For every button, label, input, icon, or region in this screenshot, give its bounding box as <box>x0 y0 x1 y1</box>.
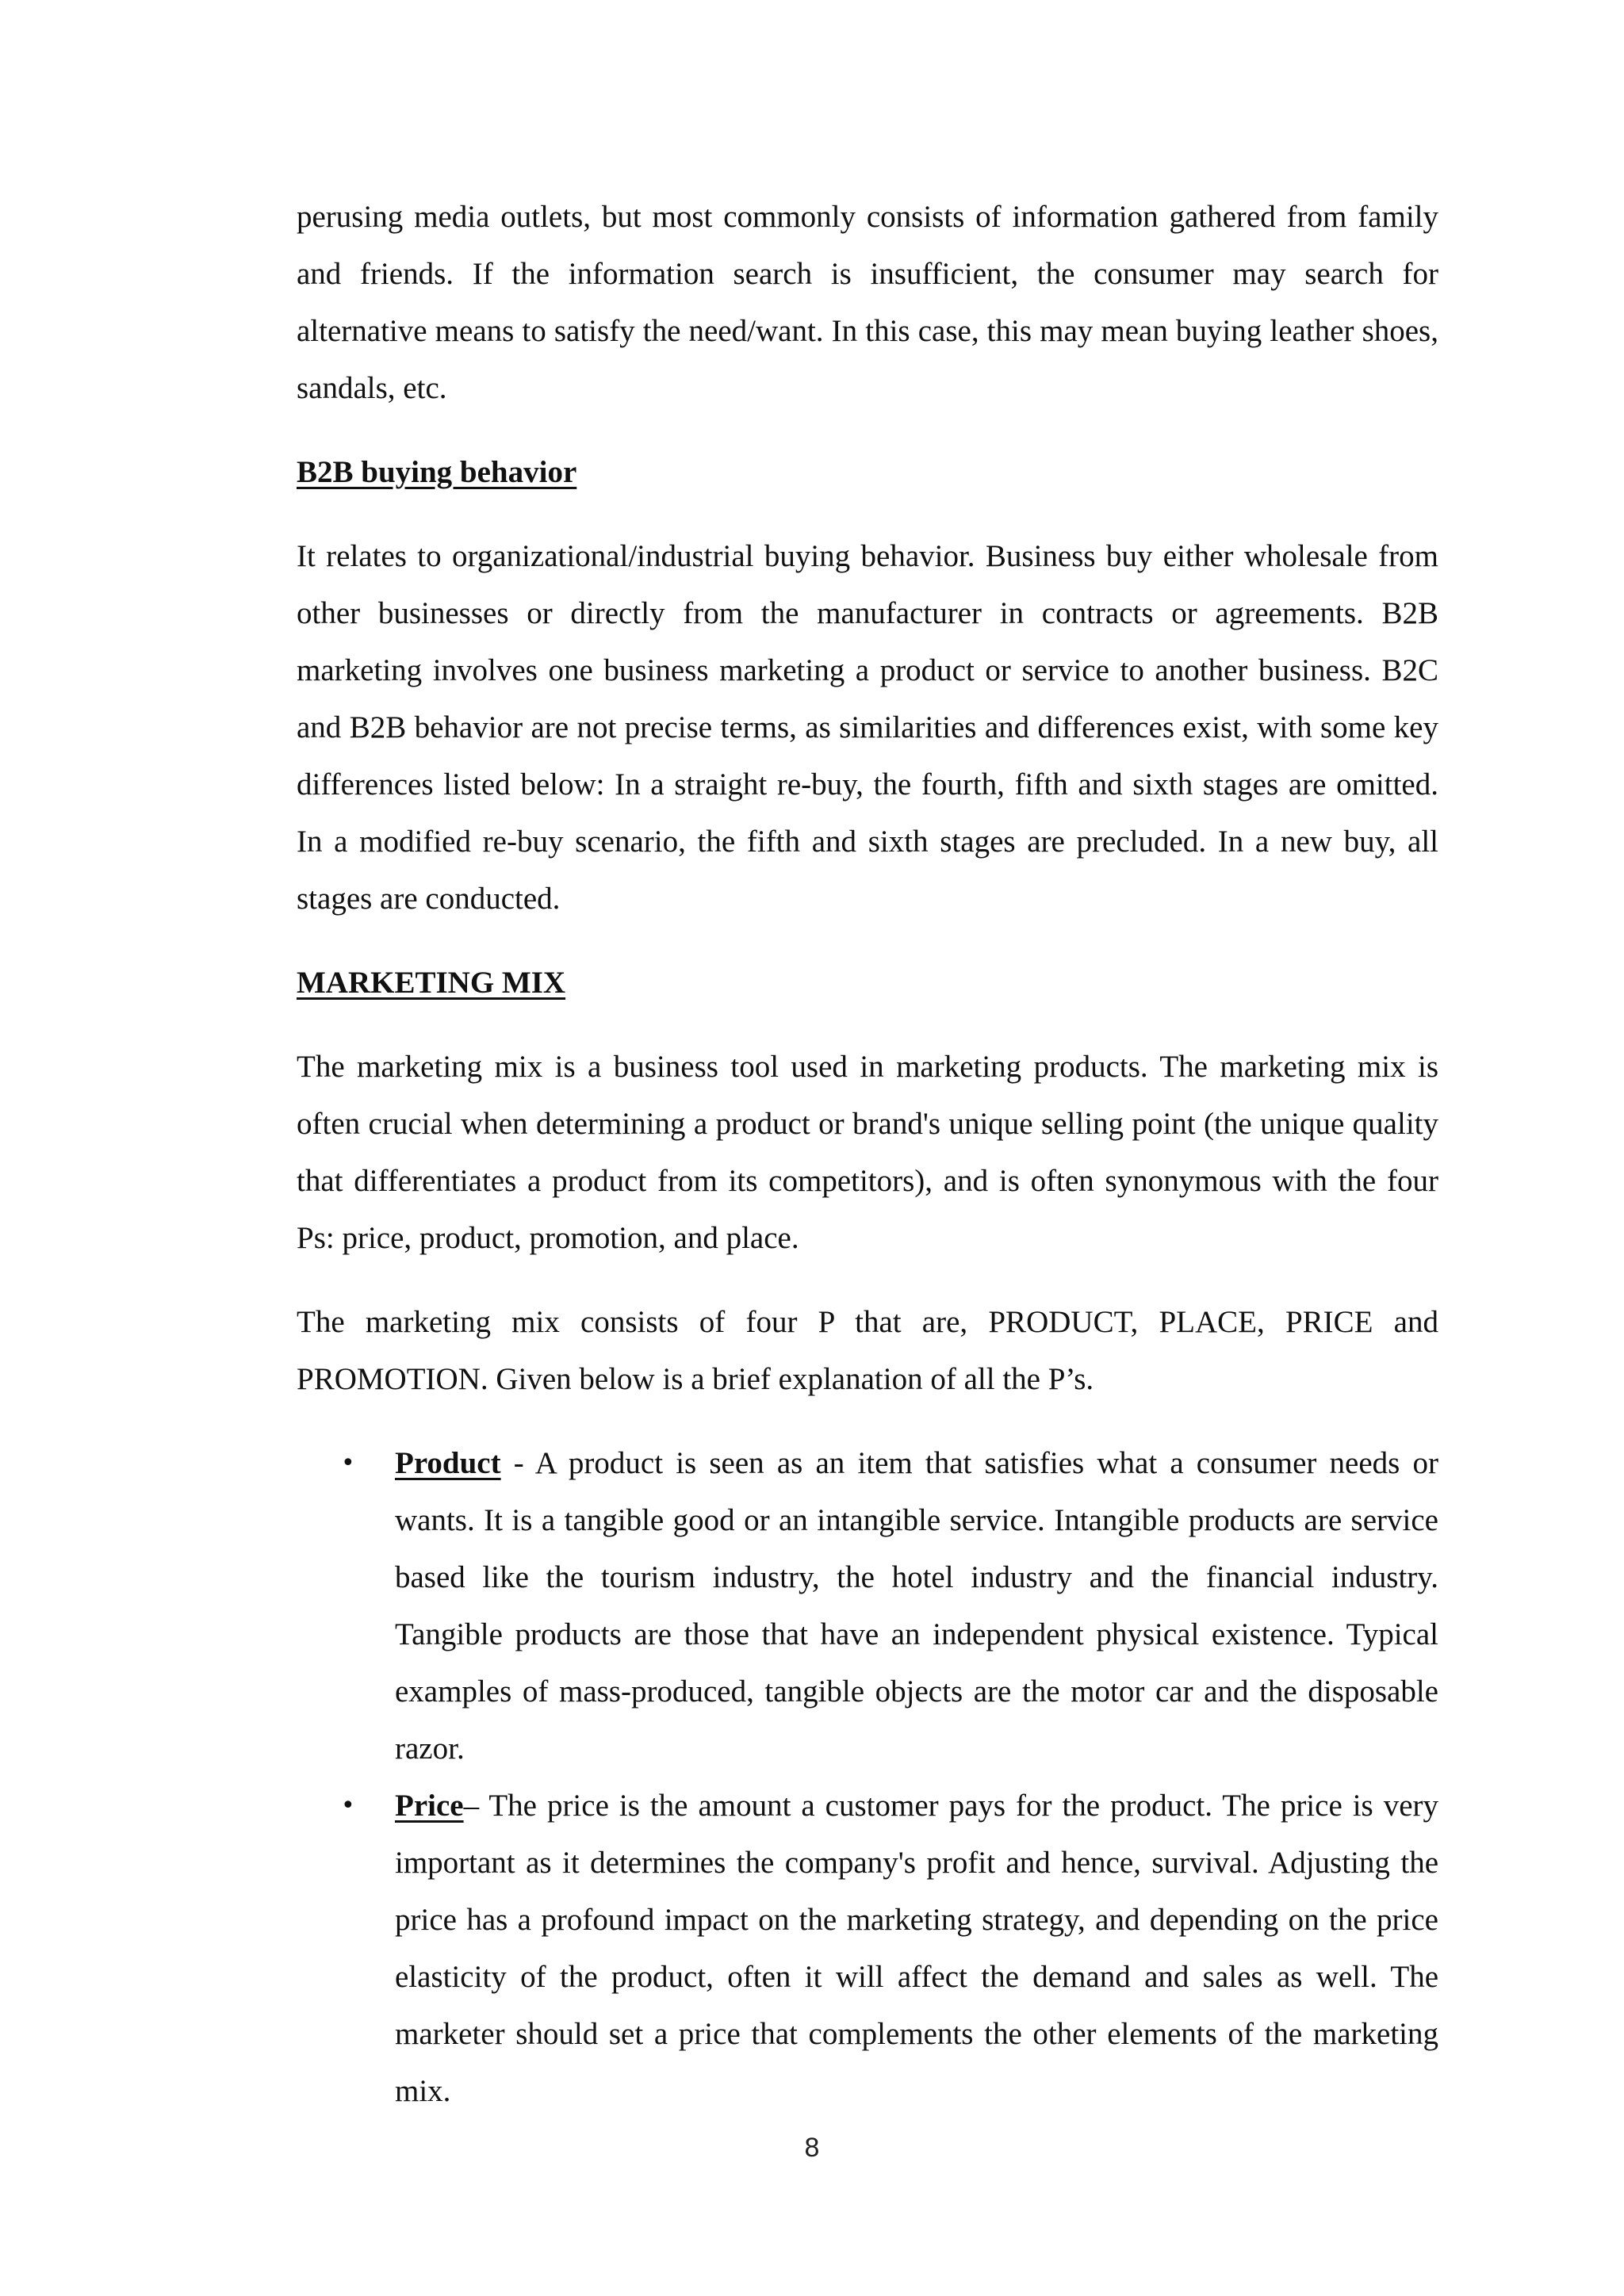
page-number: 8 <box>804 2133 820 2163</box>
heading-marketing-mix: MARKETING MIX <box>297 966 566 1000</box>
paragraph-marketing-mix-intro: The marketing mix is a business tool used in marketing products. The marketing mix is often crucial when determining a product or brand's unique selling point (the unique quality that differentiates a product from its competitors), and is often synonymous with the four Ps: price, product, promotion, and place. <box>297 1050 1438 1255</box>
bullet-text-price: – The price is the amount a customer pays for the product. The price is very important as it determines the company's profit and hence, survival. Adjusting the price has a profound impact on the marketing strategy, and depending on the price elasticity of the product, often it will affect the demand and sales as well. The marketer should set a price that complements the other elements of the marketing mix. <box>395 1789 1438 2108</box>
paragraph-information-search: perusing media outlets, but most commonly consists of information gathered from family and friends. If the information search is insufficient, the consumer may search for alternative means to satisfy the need/want. In this case, this may mean buying leather shoes, sandals, etc. <box>297 200 1438 405</box>
four-ps-bullet-list <box>297 1435 1438 2120</box>
paragraph-four-ps: The marketing mix consists of four P that are, PRODUCT, PLACE, PRICE and PROMOTION. Given below is a brief explanation of all the P’s. <box>297 1305 1438 1396</box>
bullet-item-price <box>297 1777 1438 2120</box>
document-page <box>297 189 1438 2120</box>
heading-b2b-buying-behavior: B2B buying behavior <box>297 455 577 489</box>
bullet-term-product: Product <box>395 1446 501 1480</box>
paragraph-b2b: It relates to organizational/industrial buying behavior. Business buy either wholesale from other businesses or directly from the manufacturer in contracts or agreements. B2B marketing involves one business marketing a product or service to another business. B2C and B2B behavior are not precise terms, as similarities and differences exist, with some key differences listed below: In a straight re-buy, the fourth, fifth and sixth stages are omitted. In a modified re-buy scenario, the fifth and sixth stages are precluded. In a new buy, all stages are conducted. <box>297 539 1438 916</box>
bullet-text-product: - A product is seen as an item that satisfies what a consumer needs or wants. It is a tangible good or an intangible service. Intangible products are service based like the tourism industry, the hotel industry and the financial industry. Tangible products are those that have an independent physical existence. Typical examples of mass-produced, tangible objects are the motor car and the disposable razor. <box>395 1446 1438 1766</box>
bullet-dot-icon: • <box>341 1792 355 1820</box>
bullet-term-price: Price <box>395 1789 464 1823</box>
bullet-item-product <box>297 1435 1438 1777</box>
bullet-dot-icon: • <box>341 1449 355 1477</box>
